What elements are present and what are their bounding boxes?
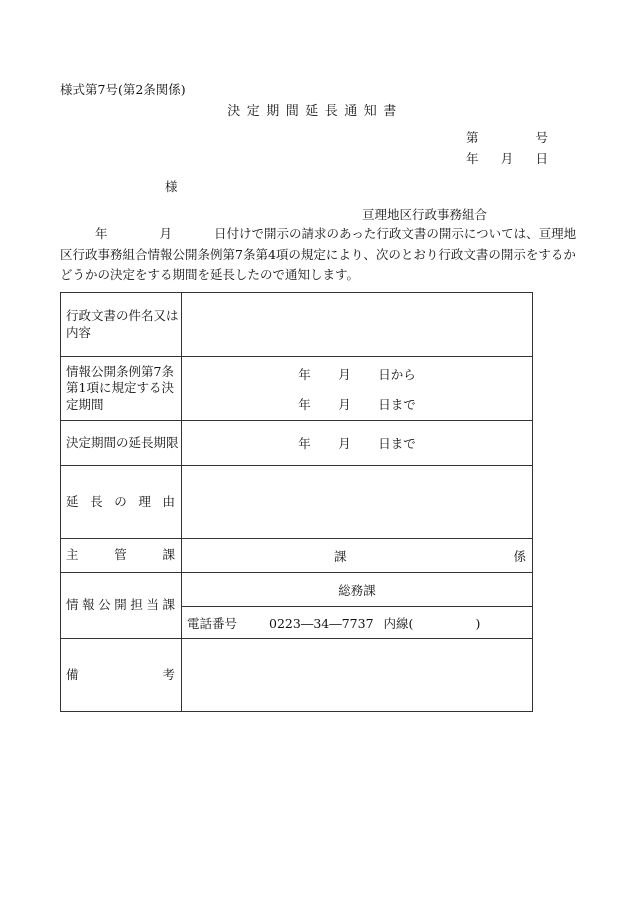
section-char: 管 — [114, 547, 127, 563]
phone-label: 電話番号 — [187, 615, 238, 631]
document-number — [466, 128, 548, 146]
period-from-year: 年 — [298, 366, 311, 382]
reason-char: 長 — [90, 493, 103, 509]
label-extension-deadline: 決定期間の延長期限 — [61, 421, 182, 466]
label-document-subject: 行政文書の件名又は内容 — [61, 293, 182, 357]
extension-close: ) — [475, 615, 481, 631]
document-date — [466, 149, 548, 167]
contact-char: 情 — [66, 597, 79, 613]
label-decision-period: 情報公開条例第7条第1項に規定する決定期間 — [61, 357, 182, 421]
deadline-year: 年 — [298, 436, 311, 451]
contact-char: 当 — [146, 597, 159, 613]
row-disclosure-contact — [61, 573, 533, 607]
sender-name: 亘理地区行政事務組合 — [362, 207, 488, 222]
reason-char: 延 — [66, 493, 79, 509]
date-year: 年 — [466, 151, 479, 166]
value-remarks[interactable] — [182, 639, 533, 712]
section-kakari: 係 — [513, 548, 526, 564]
row-document-subject — [61, 293, 533, 357]
date-day: 日 — [535, 151, 548, 166]
value-document-subject[interactable] — [182, 293, 533, 357]
remarks-char: 備 — [66, 666, 79, 682]
deadline-day: 日まで — [378, 436, 416, 451]
form-number-label: 様式第7号(第2条関係) — [60, 82, 186, 97]
number-suffix: 号 — [535, 130, 548, 145]
deadline-month: 月 — [338, 436, 351, 451]
reason-char: 理 — [138, 493, 151, 509]
value-extension-reason[interactable] — [182, 466, 533, 539]
date-month: 月 — [500, 151, 514, 166]
recipient-suffix: 様 — [165, 179, 178, 194]
row-decision-period — [61, 357, 533, 421]
notice-form-table — [60, 292, 533, 712]
reason-char: 由 — [162, 493, 175, 509]
row-extension-deadline — [61, 421, 533, 466]
extension-deadline-line — [182, 434, 532, 452]
contact-char: 開 — [114, 597, 127, 613]
extension-label: 内線( — [383, 615, 414, 631]
row-responsible-section — [61, 539, 533, 573]
value-disclosure-phone — [182, 607, 533, 639]
contact-char: 公 — [98, 597, 111, 613]
body-year: 年 — [95, 226, 108, 241]
label-extension-reason — [61, 466, 182, 539]
contact-char: 報 — [82, 597, 95, 613]
period-from — [182, 365, 532, 383]
number-prefix: 第 — [466, 130, 479, 145]
label-disclosure-contact — [61, 573, 182, 639]
value-responsible-section[interactable] — [182, 539, 533, 573]
row-remarks — [61, 639, 533, 712]
contact-char: 担 — [130, 597, 143, 613]
period-to-year: 年 — [298, 396, 311, 412]
phone-number: 0223―34―7737 — [269, 615, 374, 631]
period-to — [182, 395, 532, 413]
remarks-char: 考 — [162, 666, 175, 682]
reason-char: の — [114, 493, 127, 509]
period-from-month: 月 — [338, 366, 351, 382]
period-from-day: 日から — [378, 366, 416, 382]
label-remarks — [61, 639, 182, 712]
section-ka: 課 — [334, 548, 347, 564]
value-extension-deadline[interactable] — [182, 421, 533, 466]
period-to-month: 月 — [338, 396, 351, 412]
label-responsible-section — [61, 539, 182, 573]
contact-char: 課 — [162, 597, 175, 613]
value-disclosure-dept: 総務課 — [182, 573, 533, 607]
body-text: 日付けで開示の請求のあった行政文書の開示については、亘理地区行政事務組合情報公開条例第7条第4項の規定により、次のとおり行政文書の開示をするかどうかの決定をする期間を延長したので通知します。 — [60, 226, 577, 282]
row-extension-reason — [61, 466, 533, 539]
document-title: 決定期間延長通知書 — [227, 104, 403, 119]
period-to-day: 日まで — [378, 396, 416, 412]
value-decision-period[interactable] — [182, 357, 533, 421]
section-char: 主 — [66, 547, 79, 563]
section-char: 課 — [162, 547, 175, 563]
notice-body — [60, 224, 580, 286]
body-month: 月 — [159, 226, 173, 241]
